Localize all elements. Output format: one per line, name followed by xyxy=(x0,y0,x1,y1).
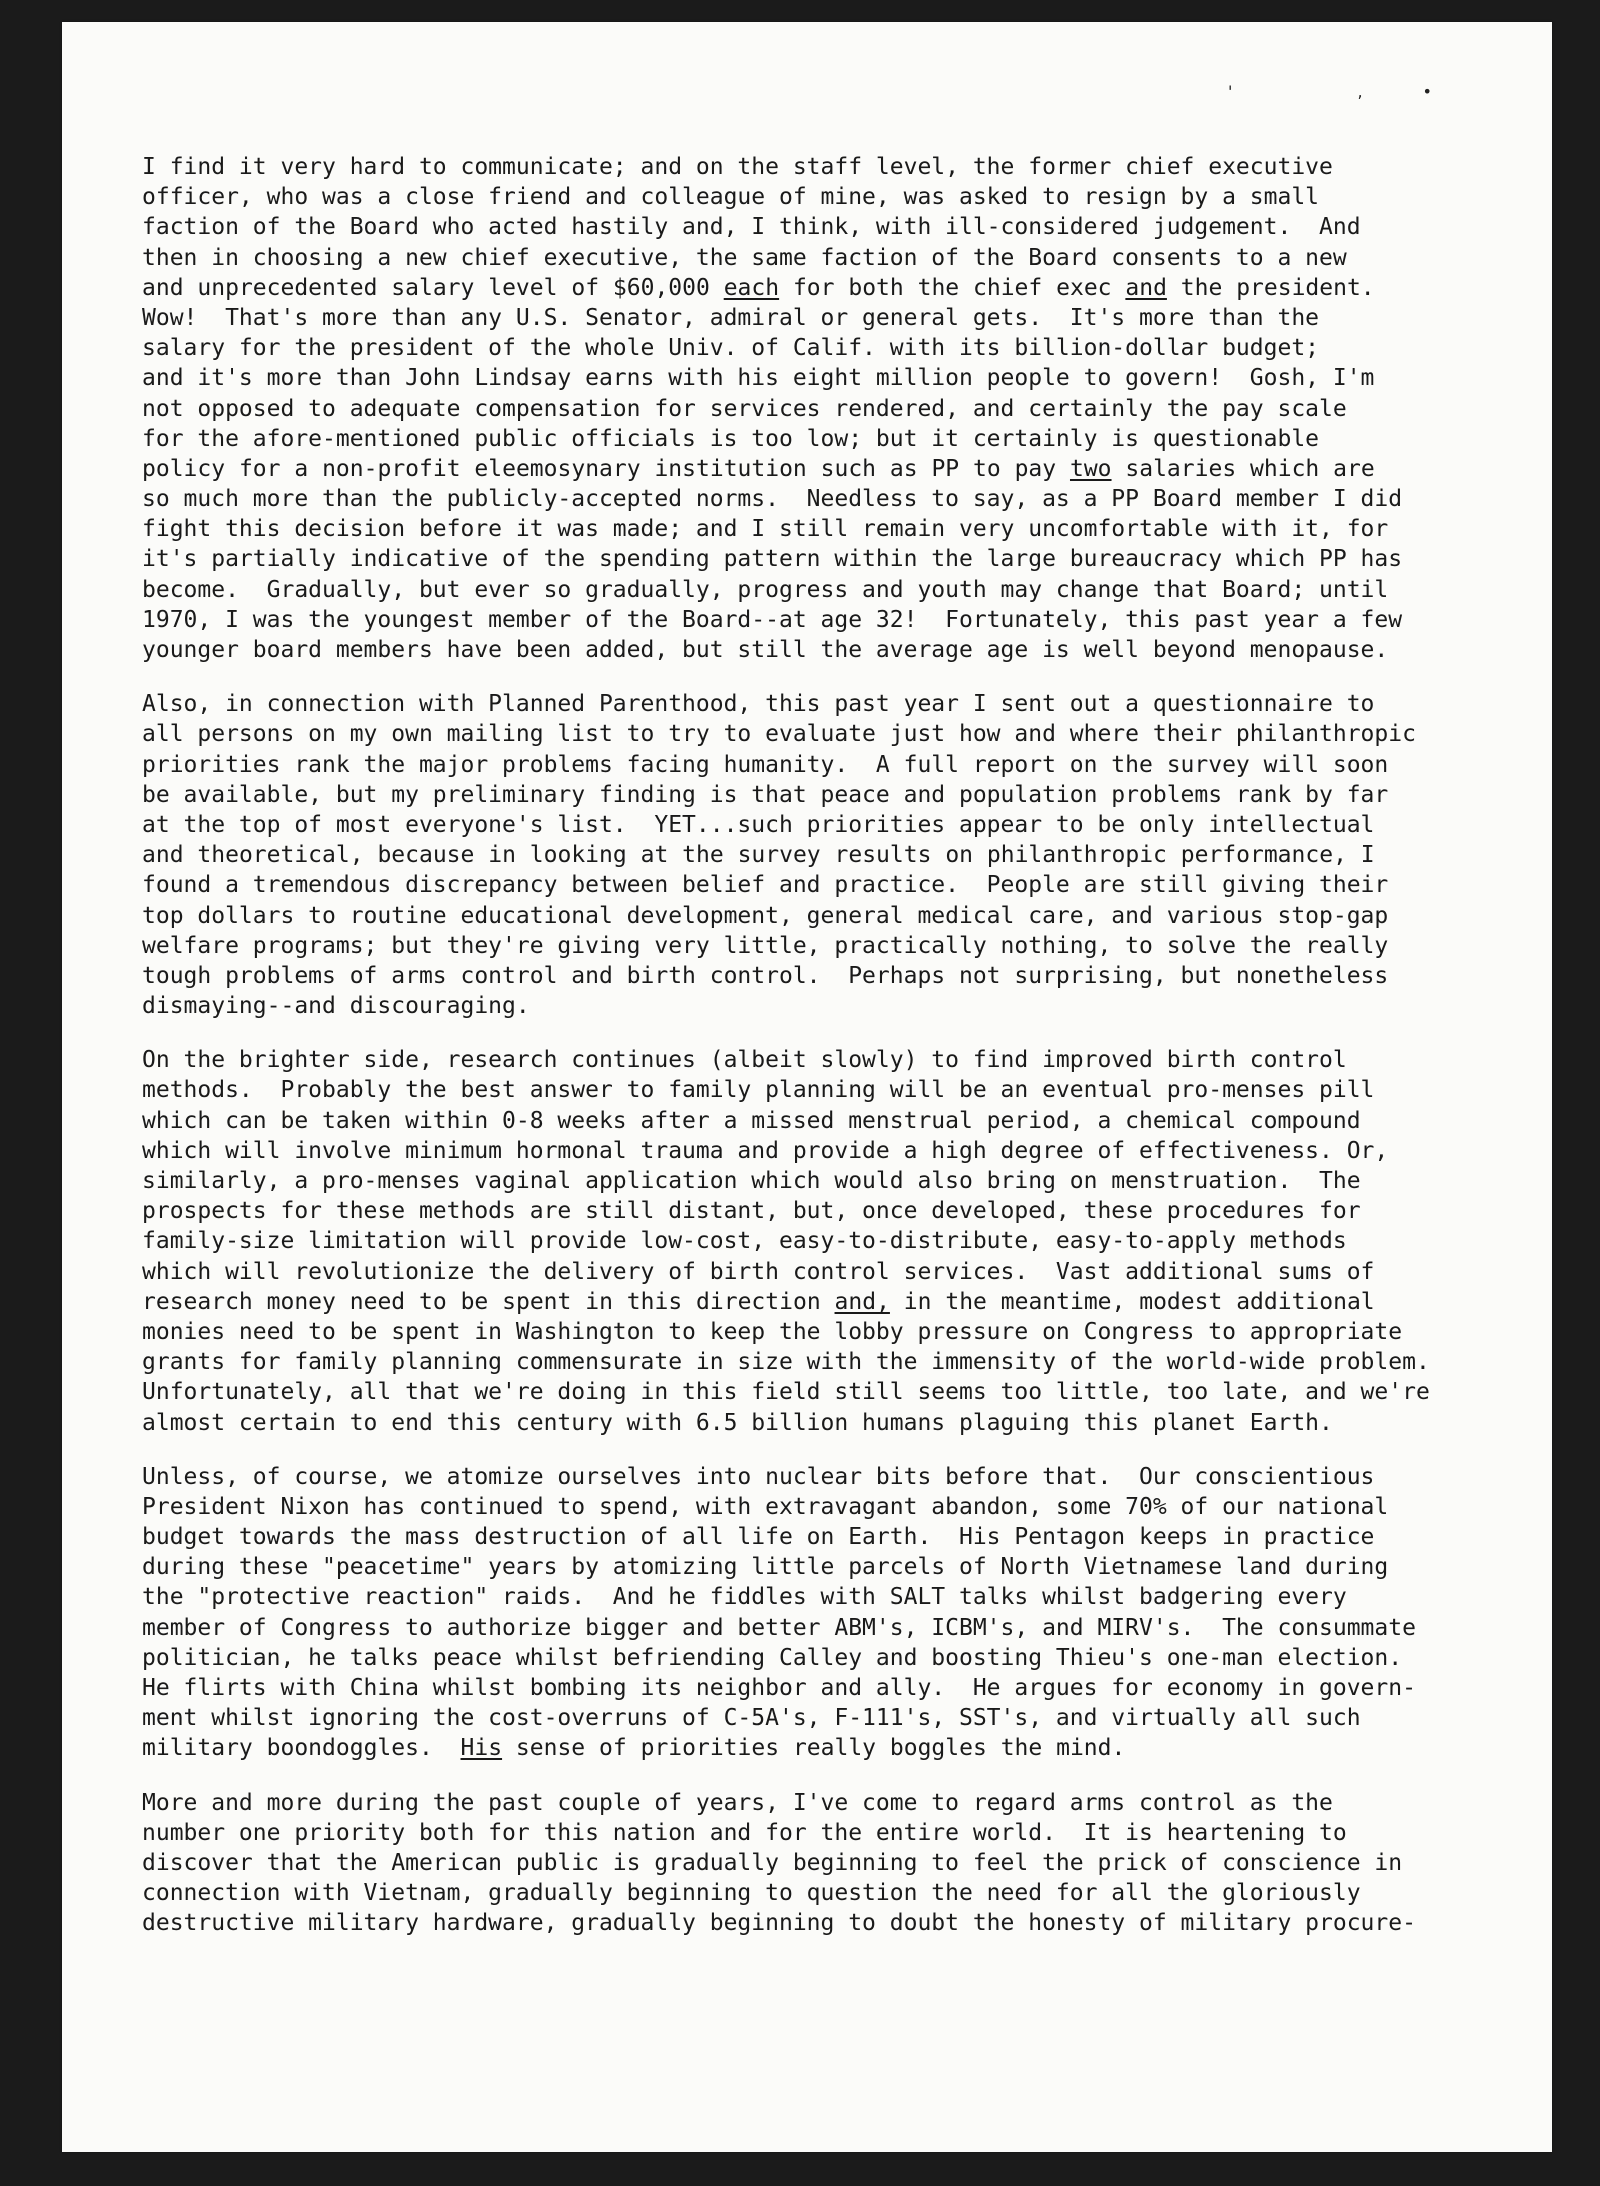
text-line: More and more during the past couple of years, I've come to regard arms control as the xyxy=(142,1789,1333,1816)
text-line: family-size limitation will provide low-cost, easy-to-distribute, easy-to-apply methods xyxy=(142,1228,1347,1255)
text-line: President Nixon has continued to spend, with extravagant abandon, some 70% of our national xyxy=(142,1493,1389,1520)
text-line: policy for a non-profit eleemosynary institution such as PP to pay two salaries which are xyxy=(142,455,1375,482)
text-line: member of Congress to authorize bigger and better ABM's, ICBM's, and MIRV's. The consummate xyxy=(142,1614,1416,1641)
text-line: Also, in connection with Planned Parenthood, this past year I sent out a questionnaire to xyxy=(142,691,1375,718)
text-line: at the top of most everyone's list. YET...such priorities appear to be only intellectual xyxy=(142,811,1375,838)
text-line: number one priority both for this nation and for the entire world. It is heartening to xyxy=(142,1819,1347,1846)
text-line: politician, he talks peace whilst befriending Calley and boosting Thieu's one-man election. xyxy=(142,1644,1403,1671)
text-line: it's partially indicative of the spending pattern within the large bureaucracy which PP has xyxy=(142,546,1403,573)
text-line: fight this decision before it was made; and I still remain very uncomfortable with it, for xyxy=(142,516,1389,543)
text-line: and theoretical, because in looking at the survey results on philanthropic performance, I xyxy=(142,842,1375,869)
text-line: tough problems of arms control and birth control. Perhaps not surprising, but nonetheless xyxy=(142,962,1389,989)
corner-marks: ' ,• xyxy=(1227,82,1492,101)
text-line: welfare programs; but they're giving very little, practically nothing, to solve the really xyxy=(142,932,1389,959)
text-line: found a tremendous discrepancy between belief and practice. People are still giving their xyxy=(142,872,1389,899)
text-line: which can be taken within 0-8 weeks after a missed menstrual period, a chemical compound xyxy=(142,1107,1361,1134)
text-line: On the brighter side, research continues (albeit slowly) to find improved birth control xyxy=(142,1047,1347,1074)
text-line: so much more than the publicly-accepted norms. Needless to say, as a PP Board member I did xyxy=(142,486,1403,513)
text-line: connection with Vietnam, gradually beginning to question the need for all the gloriously xyxy=(142,1880,1361,1907)
text-line: officer, who was a close friend and colleague of mine, was asked to resign by a small xyxy=(142,184,1320,211)
text-line: grants for family planning commensurate in size with the immensity of the world-wide problem. xyxy=(142,1349,1430,1376)
text-line: budget towards the mass destruction of all life on Earth. His Pentagon keeps in practice xyxy=(142,1524,1375,1551)
text-line: dismaying--and discouraging. xyxy=(142,993,530,1020)
paragraph xyxy=(142,152,1537,665)
text-line: not opposed to adequate compensation for services rendered, and certainly the pay scale xyxy=(142,395,1347,422)
text-line: Unfortunately, all that we're doing in this field still seems too little, too late, and we're xyxy=(142,1379,1430,1406)
text-line: research money need to be spent in this direction and, in the meantime, modest additional xyxy=(142,1288,1375,1315)
paragraph xyxy=(142,689,1537,1021)
text-line: during these "peacetime" years by atomizing little parcels of North Vietnamese land during xyxy=(142,1554,1389,1581)
text-line: for the afore-mentioned public officials is too low; but it certainly is questionable xyxy=(142,425,1320,452)
text-line: and unprecedented salary level of $60,000 each for both the chief exec and the president. xyxy=(142,274,1375,301)
paragraph xyxy=(142,1045,1537,1437)
text-line: which will involve minimum hormonal trauma and provide a high degree of effectiveness. Or, xyxy=(142,1137,1389,1164)
paragraph xyxy=(142,1788,1537,1939)
text-line: monies need to be spent in Washington to keep the lobby pressure on Congress to appropriate xyxy=(142,1318,1403,1345)
text-line: methods. Probably the best answer to family planning will be an eventual pro-menses pill xyxy=(142,1077,1375,1104)
text-line: military boondoggles. His sense of priorities really boggles the mind. xyxy=(142,1735,1126,1762)
text-line: ment whilst ignoring the cost-overruns of C-5A's, F-111's, SST's, and virtually all such xyxy=(142,1705,1361,1732)
text-line: all persons on my own mailing list to try to evaluate just how and where their philanthropic xyxy=(142,721,1416,748)
text-line: 1970, I was the youngest member of the Board--at age 32! Fortunately, this past year a few xyxy=(142,606,1403,633)
text-line: prospects for these methods are still distant, but, once developed, these procedures for xyxy=(142,1198,1361,1225)
text-line: which will revolutionize the delivery of birth control services. Vast additional sums of xyxy=(142,1258,1375,1285)
document-page xyxy=(62,22,1552,2152)
text-line: top dollars to routine educational development, general medical care, and various stop-gap xyxy=(142,902,1389,929)
text-line: almost certain to end this century with 6.5 billion humans plaguing this planet Earth. xyxy=(142,1409,1333,1436)
text-line: then in choosing a new chief executive, the same faction of the Board consents to a new xyxy=(142,244,1347,271)
text-line: be available, but my preliminary finding is that peace and population problems rank by far xyxy=(142,781,1389,808)
text-line: become. Gradually, but ever so gradually, progress and youth may change that Board; until xyxy=(142,576,1389,603)
text-line: destructive military hardware, gradually beginning to doubt the honesty of military procure- xyxy=(142,1910,1416,1937)
text-line: faction of the Board who acted hastily and, I think, with ill-considered judgement. And xyxy=(142,214,1361,241)
text-line: the "protective reaction" raids. And he fiddles with SALT talks whilst badgering every xyxy=(142,1584,1347,1611)
paragraph xyxy=(142,1462,1537,1764)
text-line: salary for the president of the whole Univ. of Calif. with its billion-dollar budget; xyxy=(142,335,1320,362)
text-line: priorities rank the major problems facing humanity. A full report on the survey will soon xyxy=(142,751,1389,778)
text-line: I find it very hard to communicate; and on the staff level, the former chief executive xyxy=(142,154,1333,180)
letter-body xyxy=(142,152,1537,1963)
text-line: younger board members have been added, but still the average age is well beyond menopause. xyxy=(142,637,1389,663)
text-line: He flirts with China whilst bombing its neighbor and ally. He argues for economy in govern- xyxy=(142,1675,1416,1701)
text-line: discover that the American public is gradually beginning to feel the prick of conscience in xyxy=(142,1849,1403,1876)
text-line: Wow! That's more than any U.S. Senator, admiral or general gets. It's more than the xyxy=(142,304,1320,331)
text-line: Unless, of course, we atomize ourselves into nuclear bits before that. Our conscientious xyxy=(142,1463,1375,1490)
text-line: and it's more than John Lindsay earns with his eight million people to govern! Gosh, I'm xyxy=(142,365,1375,392)
text-line: similarly, a pro-menses vaginal application which would also bring on menstruation. The xyxy=(142,1168,1361,1194)
